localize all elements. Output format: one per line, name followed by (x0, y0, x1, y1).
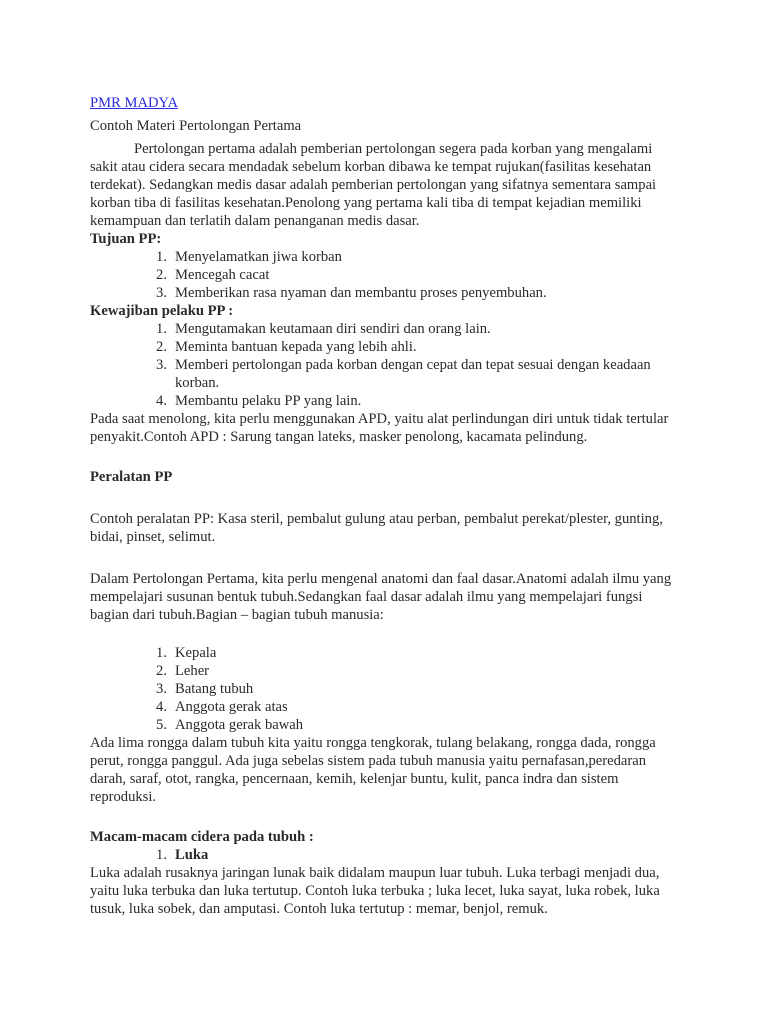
list-number: 1. (156, 847, 167, 863)
list-number: 2. (156, 663, 167, 679)
cidera-list (90, 846, 680, 864)
list-item (90, 356, 680, 392)
anatomi-paragraph: Dalam Pertolongan Pertama, kita perlu mengenal anatomi dan faal dasar.Anatomi adalah ilmu yang mempelajari susunan bentuk tubuh.Sedangkan faal dasar adalah ilmu yang mempelajari fungsi bagian dari tubuh.Bagian – bagian tubuh manusia: (90, 571, 672, 623)
peralatan-paragraph: Contoh peralatan PP: Kasa steril, pembalut gulung atau perban, pembalut perekat/plester, gunting, bidai, pinset, selimut. (90, 511, 663, 545)
list-text: Kepala (175, 645, 217, 661)
list-item (90, 680, 680, 698)
list-item (90, 644, 680, 662)
list-text: Anggota gerak bawah (175, 717, 304, 733)
list-text: Meminta bantuan kepada yang lebih ahli. (175, 339, 417, 355)
tujuan-list (90, 248, 680, 302)
list-text: Memberikan rasa nyaman dan membantu proses penyembuhan. (175, 285, 547, 301)
luka-paragraph: Luka adalah rusaknya jaringan lunak baik didalam maupun luar tubuh. Luka terbagi menjadi dua, yaitu luka terbuka dan luka tertutup. Contoh luka terbuka ; luka lecet, luka sayat, luka robek, luka tusuk, luka sobek, dan amputasi. Contoh luka tertutup : memar, benjol, remuk. (90, 865, 660, 917)
list-number: 3. (156, 357, 167, 373)
kewajiban-list (90, 320, 680, 410)
list-number: 1. (156, 321, 167, 337)
list-item (90, 846, 680, 864)
tubuh-list (90, 644, 680, 734)
list-item (90, 662, 680, 680)
list-number: 2. (156, 339, 167, 355)
list-item (90, 284, 680, 302)
list-number: 1. (156, 645, 167, 661)
list-text: Luka (175, 847, 209, 863)
list-number: 1. (156, 249, 167, 265)
list-text: Memberi pertolongan pada korban dengan cepat dan tepat sesuai dengan keadaan korban. (175, 357, 651, 391)
list-number: 3. (156, 285, 167, 301)
list-text: Anggota gerak atas (175, 699, 288, 715)
cidera-heading: Macam-macam cidera pada tubuh : (90, 829, 314, 845)
list-item (90, 698, 680, 716)
list-item (90, 248, 680, 266)
list-text: Menyelamatkan jiwa korban (175, 249, 342, 265)
peralatan-heading: Peralatan PP (90, 469, 173, 485)
list-text: Leher (175, 663, 210, 679)
list-item (90, 716, 680, 734)
list-item (90, 266, 680, 284)
document-subtitle: Contoh Materi Pertolongan Pertama (90, 118, 302, 134)
list-number: 4. (156, 699, 167, 715)
list-item (90, 338, 680, 356)
list-number: 5. (156, 717, 167, 733)
list-text: Mencegah cacat (175, 267, 270, 283)
document-page (90, 94, 680, 918)
tujuan-heading: Tujuan PP: (90, 231, 162, 247)
list-number: 3. (156, 681, 167, 697)
intro-paragraph: Pertolongan pertama adalah pemberian pertolongan segera pada korban yang mengalami sakit atau cidera secara mendadak sebelum korban dibawa ke tempat rujukan(fasilitas kesehatan terdekat). Sedangkan medis dasar adalah pemberian pertolongan yang sifatnya sementara sampai korban tiba di fasilitas kesehatan.Penolong yang pertama kali tiba di tempat kejadian memiliki kemampuan dan terlatih dalam penanganan medis dasar. (90, 141, 657, 229)
kewajiban-heading: Kewajiban pelaku PP : (90, 303, 234, 319)
rongga-paragraph: Ada lima rongga dalam tubuh kita yaitu rongga tengkorak, tulang belakang, rongga dada, rongga perut, rongga panggul. Ada juga sebelas sistem pada tubuh manusia yaitu pernafasan,peredaran darah, saraf, otot, rangka, pencernaan, kemih, kelenjar buntu, kulit, panca indra dan sistem reproduksi. (90, 735, 656, 805)
list-number: 2. (156, 267, 167, 283)
list-item (90, 392, 680, 410)
list-text: Mengutamakan keutamaan diri sendiri dan orang lain. (175, 321, 491, 337)
document-title-link[interactable]: PMR MADYA (90, 95, 178, 111)
list-item (90, 320, 680, 338)
list-number: 4. (156, 393, 167, 409)
list-text: Membantu pelaku PP yang lain. (175, 393, 362, 409)
list-text: Batang tubuh (175, 681, 254, 697)
apd-paragraph: Pada saat menolong, kita perlu menggunakan APD, yaitu alat perlindungan diri untuk tidak tertular penyakit.Contoh APD : Sarung tangan lateks, masker penolong, kacamata pelindung. (90, 411, 669, 445)
